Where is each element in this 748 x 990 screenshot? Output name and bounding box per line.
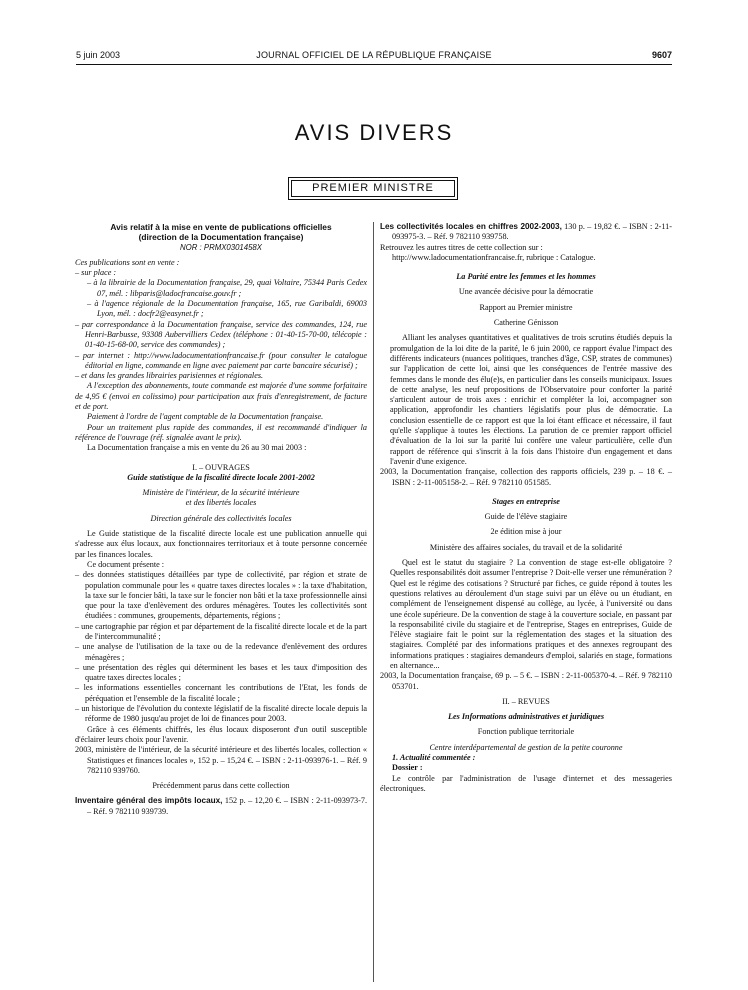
header-date: 5 juin 2003 xyxy=(76,50,121,60)
sale-line: – par internet : http://www.ladocumentationfrancaise.fr (pour consulter le catalogue éditorial en ligne, commande en ligne avec paiement par carte bancaire sécurisé) ; xyxy=(75,350,367,370)
ouvrages-heading: I. – OUVRAGES xyxy=(192,462,250,472)
avis-title-1: Avis relatif à la mise en vente de publications officielles xyxy=(110,222,332,232)
list-item: – les informations essentielles concernant les contributions de l'Etat, les fonds de péréquation et l'ensemble de la fiscalité locale ; xyxy=(75,683,367,703)
collectivites-details: 130 p. – 19,82 €. – ISBN : 2-11-093975-3. – Réf. 9 782110 939758. xyxy=(392,222,673,242)
dossier-heading: Dossier : xyxy=(392,763,423,773)
parite-body: Alliant les analyses quantitatives et qualitatives de trois scrutins étudiés depuis la promulgation de la loi dite de la parité, le 6 juin 2000, ce rapport évalue l'impact des différents indicateurs (nuances politiques, tranches d'âge, CSP, strates de communes) sur l'application de cette loi, ainsi que les conséquences de l'entrée massive des femmes dans le monde des élu(e)s, en particulier dans les conseils municipaux. Issues de cette analyse, les neuf propositions de l'Observatoire pour conforter la parité s'articulent autour de trois axes : enrichir et compléter la loi, accompagner son application, approfondir les chantiers législatifs pour plus de démocratie. La conclusion essentielle de ce rapport est que la loi étant efficace et nécessaire, il faut qu'elle s'applique à toutes les élections. La parution de ce premier rapport officiel d'évaluation de la loi sur la parité lui confère une valeur particulière, celle d'un rapport de référence qui s'inscrit à la fois dans l'histoire d'un engagement et dans l'avenir d'une exigence. xyxy=(390,333,672,466)
sale-line: – à l'agence régionale de la Documentation française, 165, rue Garibaldi, 69003 Lyon, mél. : docfr2@easynet.fr ; xyxy=(87,299,367,319)
direction-line: Direction générale des collectivités locales xyxy=(150,513,292,523)
sale-line: – à la librairie de la Documentation française, 29, quai Voltaire, 75344 Paris Cedex 07, mél. : libparis@ladocfrancaise.gouv.fr ; xyxy=(87,278,367,298)
header-journal: JOURNAL OFFICIEL DE LA RÉPUBLIQUE FRANÇAISE xyxy=(256,50,492,60)
list-item: – une analyse de l'utilisation de la taxe ou de la redevance d'enlèvement des ordures ménagères ; xyxy=(75,642,367,662)
sale-line: A l'exception des abonnements, toute commande est majorée d'une somme forfaitaire de 4,95 € (envoi en colissimo) pour participation aux frais d'enregistrement, de facture et de port. xyxy=(75,381,367,412)
list-item: – une présentation des règles qui déterminent les bases et les taux d'imposition des quatre taxes directes locales ; xyxy=(75,662,367,683)
sale-line: La Documentation française a mis en vente du 26 au 30 mai 2003 : xyxy=(87,443,307,453)
controle-line: Le contrôle par l'administration de l'usage d'internet et des messageries électroniques. xyxy=(380,773,672,793)
page-title: AVIS DIVERS xyxy=(294,120,454,145)
nor-reference: NOR : PRMX0301458X xyxy=(180,242,262,252)
guide-intro: Le Guide statistique de la fiscalité directe locale est une publication annuelle qui s'adresse aux élus locaux, aux fonctionnaires territoriaux et à toute personne concernée par les finances locales. xyxy=(75,529,367,559)
avis-title-2: (direction de la Documentation française) xyxy=(138,232,304,243)
actualite-heading: 1. Actualité commentée : xyxy=(392,753,476,763)
stages-body: Quel est le statut du stagiaire ? La convention de stage est-elle obligatoire ? Quelles responsabilités doit assumer l'entreprise ? Doit-elle verser une rémunération ? Quel est le régime des cotisations ? Structuré par fiches, ce guide répond à toutes les questions relatives au déroulement d'un stage suivi par un élève ou un étudiant, en complément de l'enseignement dispensé au collège, au lycée, à l'université ou dans une école supérieure. De la convention de stage à la couverture sociale, en passant par la responsabilité civile du stagiaire et de l'entreprise, Stages en entreprises, Guide de l'élève stagiaire fait le point sur la réglementation des stages et la situation des stagiaires. Complété par des informations pratiques et des annexes regroupant des informations pratiques : stagiaires demandeurs d'emploi, salariés en stage, formations en alternance... xyxy=(390,558,672,670)
precedemment-heading: Précédemment parus dans cette collection xyxy=(152,781,290,791)
sale-line: – par correspondance à la Documentation française, service des commandes, 124, rue Henri-Barbusse, 93308 Aubervilliers Cedex (téléphone : 01-40-15-70-00, télécopie : 01-40-15-68-00, service des commandes) ; xyxy=(75,319,367,350)
sale-line: – et dans les grandes librairies parisiennes et régionales. xyxy=(75,371,264,381)
reference-line: 2003, ministère de l'intérieur, de la sécurité intérieure et des libertés locales, collection « Statistiques et finances locales », 152 p. – 15,24 €. – ISBN : 2-11-093976-1. – Réf. 9 782110 939760. xyxy=(75,745,367,775)
collectivites-title: Les collectivités locales en chiffres 2002-2003, xyxy=(380,222,562,231)
rapport-line: Rapport au Premier ministre xyxy=(479,302,573,312)
centre-line: Centre interdépartemental de gestion de la petite couronne xyxy=(429,742,623,752)
section-box xyxy=(288,177,458,200)
list-item: – des données statistiques détaillées par type de collectivité, par région et strate de population communale pour les « quatre taxes directes locales » : la taxe d'habitation, la taxe sur le foncier bâti, la taxe sur le foncier non bâti et la taxe professionnelle ainsi que pour la taxe d'enlèvement des ordures ménagères. Toutes les collectivités sont étudiées : communes, groupements, départements, régions ; xyxy=(75,570,367,621)
reference-line: 2003, la Documentation française, 69 p. – 5 €. – ISBN : 2-11-005370-4. – Réf. 9 782110 053701. xyxy=(380,671,672,691)
sale-line: Pour un traitement plus rapide des commandes, il est recommandé d'indiquer la référence de l'ouvrage (réf. signalée avant le prix). xyxy=(75,422,367,442)
column-divider xyxy=(373,222,374,982)
ministere-line-2: et des libertés locales xyxy=(185,498,257,508)
collectivites-entry xyxy=(380,222,672,243)
guide-eleve: Guide de l'élève stagiaire xyxy=(484,512,568,522)
parite-subtitle: Une avancée décisive pour la démocratie xyxy=(458,287,594,297)
reference-line: 2003, la Documentation française, collection des rapports officiels, 239 p. – 18 €. – ISBN : 2-11-005158-2. – Réf. 9 782110 051585. xyxy=(380,467,672,487)
list-item: – une cartographie par région et par département de la fiscalité directe locale et de la part de l'intercommunalité ; xyxy=(75,621,367,641)
inventaire-entry xyxy=(75,796,367,817)
page-header xyxy=(76,50,672,64)
inventaire-details: 152 p. – 12,20 €. – ISBN : 2-11-093973-7. – Réf. 9 782110 939739. xyxy=(87,796,367,816)
sale-line: Ces publications sont en vente : xyxy=(75,257,180,267)
author-name: Catherine Génisson xyxy=(493,318,559,328)
stages-title: Stages en entreprise xyxy=(492,496,560,506)
left-column xyxy=(75,222,367,817)
catalogue-url: http://www.ladocumentationfrancaise.fr, rubrique : Catalogue. xyxy=(392,252,596,262)
sale-line: Paiement à l'ordre de l'agent comptable de la Documentation française. xyxy=(87,412,324,422)
header-page-number: 9607 xyxy=(651,50,672,60)
ministere-line-1: Ministère de l'intérieur, de la sécurité intérieure xyxy=(142,488,300,498)
revues-heading: II. – REVUES xyxy=(502,696,550,706)
list-item: – un historique de l'évolution du contexte législatif de la fiscalité directe locale depuis la réforme de 1980 jusqu'au projet de loi de finances pour 2003. xyxy=(75,704,367,724)
inventaire-title: Inventaire général des impôts locaux, xyxy=(75,796,223,806)
section-title: PREMIER MINISTRE xyxy=(291,180,455,197)
fonction-line: Fonction publique territoriale xyxy=(477,727,575,737)
retrouvez-line: Retrouvez les autres titres de cette collection sur : xyxy=(380,242,543,252)
grace-paragraph: Grâce à ces éléments chiffrés, les élus locaux disposeront d'un outil susceptible d'éclairer leurs choix pour l'avenir. xyxy=(75,724,367,744)
edition-line: 2e édition mise à jour xyxy=(490,527,562,537)
parite-title: La Parité entre les femmes et les hommes xyxy=(456,272,596,282)
sale-line: – sur place : xyxy=(75,268,117,278)
doc-presente: Ce document présente : xyxy=(87,559,165,569)
header-rule xyxy=(76,64,672,65)
info-title: Les Informations administratives et juridiques xyxy=(447,712,605,722)
ministere-affaires: Ministère des affaires sociales, du travail et de la solidarité xyxy=(429,542,623,552)
right-column xyxy=(380,222,672,794)
guide-title: Guide statistique de la fiscalité directe locale 2001-2002 xyxy=(127,472,315,482)
